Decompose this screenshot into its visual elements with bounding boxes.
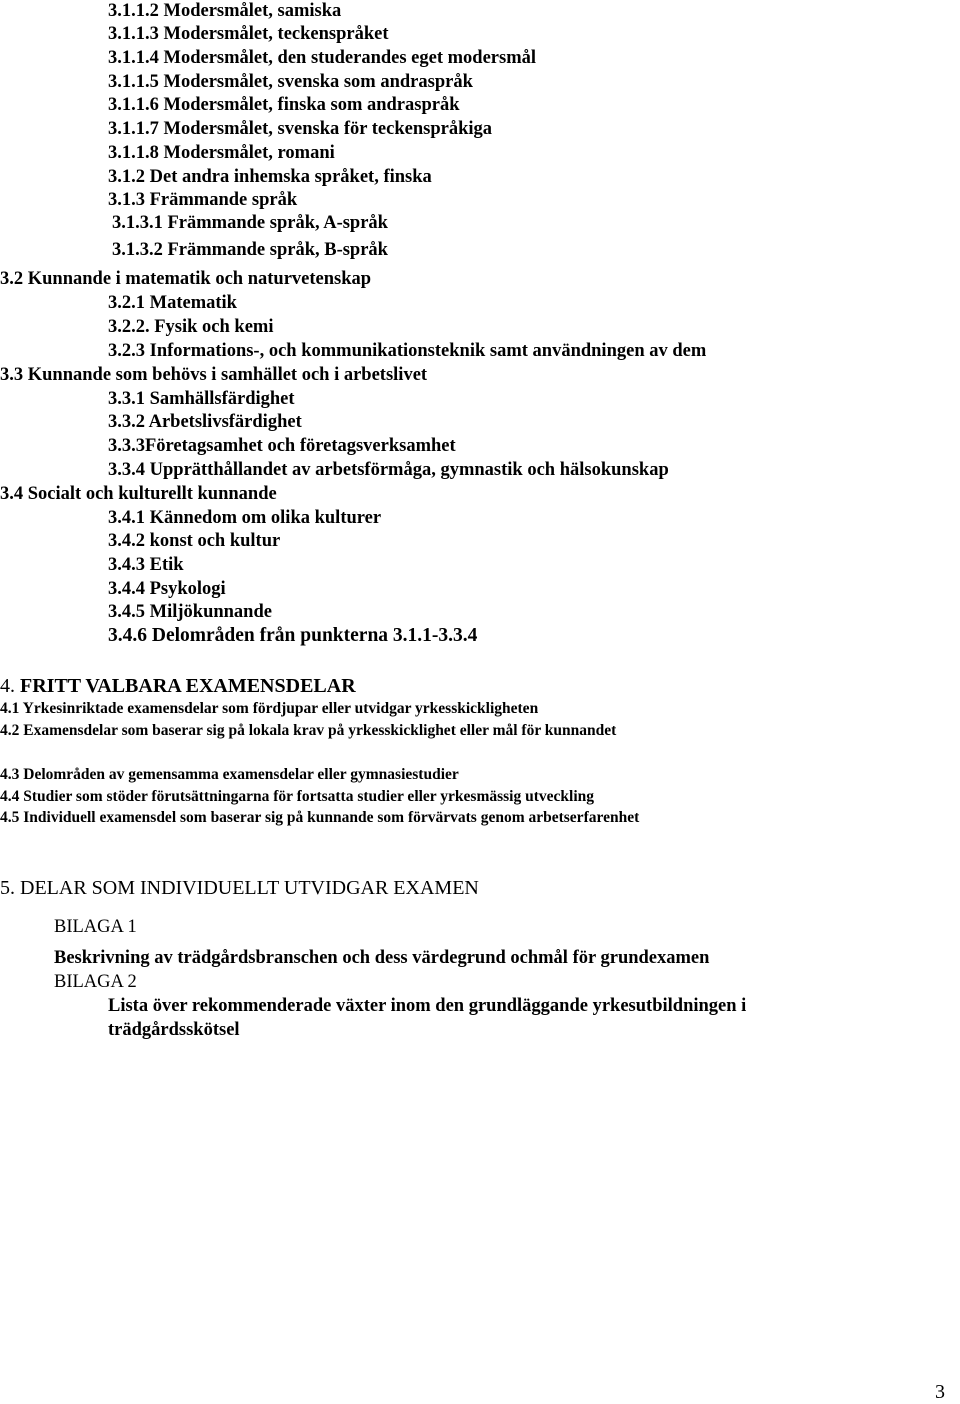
toc-entry: 3.3 Kunnande som behövs i samhället och i arbetslivet <box>0 365 428 385</box>
toc-entry: 3.4.1 Kännedom om olika kulturer <box>108 508 382 528</box>
section-4-item: 4.5 Individuell examensdel som baserar sig på kunnande som förvärvats genom arbetserfarenhet <box>0 809 640 826</box>
toc-entry: 3.4 Socialt och kulturellt kunnande <box>0 484 277 504</box>
toc-entry: 3.2 Kunnande i matematik och naturvetenskap <box>0 269 372 289</box>
toc-entry: 3.4.4 Psykologi <box>108 579 226 599</box>
toc-entry: 3.1.1.7 Modersmålet, svenska för teckenspråkiga <box>108 119 493 139</box>
toc-entry: 3.4.6 Delområden från punkterna 3.1.1-3.3.4 <box>108 625 478 646</box>
toc-entry: 3.3.2 Arbetslivsfärdighet <box>108 412 302 432</box>
toc-entry: 3.1.3.2 Främmande språk, B-språk <box>112 240 388 260</box>
toc-entry: 3.1.3.1 Främmande språk, A-språk <box>112 213 388 233</box>
bilaga-2-text-line-2: trädgårdsskötsel <box>108 1020 240 1040</box>
section-4-number: 4. <box>0 675 15 697</box>
toc-entry: 3.2.3 Informations-, och kommunikationsteknik samt användningen av dem <box>108 341 707 361</box>
toc-entry: 3.1.1.5 Modersmålet, svenska som andraspråk <box>108 72 473 92</box>
toc-entry: 3.2.1 Matematik <box>108 293 237 313</box>
toc-entry: 3.1.1.3 Modersmålet, teckenspråket <box>108 24 389 44</box>
section-4-item: 4.3 Delområden av gemensamma examensdelar eller gymnasiestudier <box>0 766 459 783</box>
bilaga-2-label: BILAGA 2 <box>54 972 137 992</box>
toc-entry: 3.3.4 Upprätthållandet av arbetsförmåga, gymnastik och hälsokunskap <box>108 460 669 480</box>
toc-entry: 3.4.2 konst och kultur <box>108 531 281 551</box>
toc-entry: 3.4.5 Miljökunnande <box>108 602 272 622</box>
toc-entry: 3.4.3 Etik <box>108 555 184 575</box>
section-4-heading <box>0 676 356 696</box>
page-number: 3 <box>935 1381 945 1403</box>
toc-entry: 3.1.1.6 Modersmålet, finska som andraspråk <box>108 95 460 115</box>
toc-entry: 3.1.1.8 Modersmålet, romani <box>108 143 335 163</box>
toc-entry: 3.1.1.2 Modersmålet, samiska <box>108 1 342 21</box>
section-4-item: 4.2 Examensdelar som baserar sig på lokala krav på yrkesskicklighet eller mål för kunnandet <box>0 722 617 739</box>
section-4-item: 4.4 Studier som stöder förutsättningarna för fortsatta studier eller yrkesmässig utveckling <box>0 788 594 805</box>
bilaga-1-text: Beskrivning av trädgårdsbranschen och dess värdegrund ochmål för grundexamen <box>54 948 710 968</box>
section-5-heading: 5. DELAR SOM INDIVIDUELLT UTVIDGAR EXAMEN <box>0 877 479 899</box>
toc-entry: 3.3.3Företagsamhet och företagsverksamhet <box>108 436 456 456</box>
section-4-title: FRITT VALBARA EXAMENSDELAR <box>20 675 356 697</box>
bilaga-1-label: BILAGA 1 <box>54 917 137 937</box>
toc-entry: 3.1.3 Främmande språk <box>108 190 298 210</box>
toc-entry: 3.1.2 Det andra inhemska språket, finska <box>108 167 432 187</box>
toc-entry: 3.2.2. Fysik och kemi <box>108 317 274 337</box>
section-4-item: 4.1 Yrkesinriktade examensdelar som fördjupar eller utvidgar yrkesskickligheten <box>0 700 539 717</box>
toc-entry: 3.1.1.4 Modersmålet, den studerandes eget modersmål <box>108 48 537 68</box>
bilaga-2-text-line-1: Lista över rekommenderade växter inom den grundläggande yrkesutbildningen i <box>108 996 747 1016</box>
toc-entry: 3.3.1 Samhällsfärdighet <box>108 389 295 409</box>
